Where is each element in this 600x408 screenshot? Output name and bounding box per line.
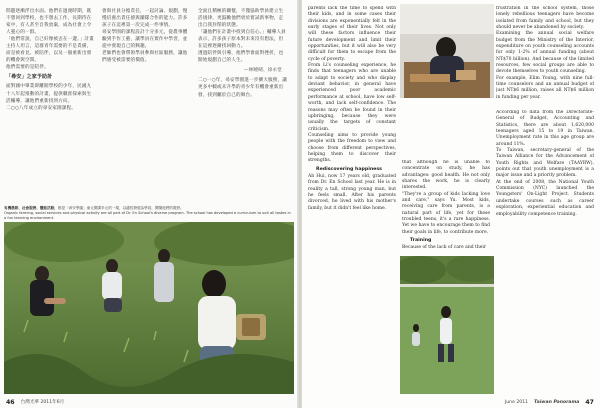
zh-paragraph: 二○○八年成立的尋安家園課程。 [6, 105, 76, 111]
zh-paragraph: 透過陪伴與引導，他們學會面對挫折，也開始規劃自己的人生。 [198, 51, 284, 64]
left-page [0, 0, 298, 408]
zh-byline: —林曉晴、徐永堂 [244, 68, 282, 74]
en-column-3-top [496, 6, 594, 108]
caption-label: 有機農耕、社會服務、體能活動， [4, 206, 58, 210]
zh-paragraph: 面對國中畢業即離開學校的少年，民國九十八年起推動的計畫，提供職涯探索與生活輔導，讓他們重新找到方向。 [6, 84, 92, 104]
right-page-footer [308, 396, 594, 408]
en-paragraph: parents lack the time to spend with their kids, and in some cases their divisions are exponentially felt in the early stages of their lives. Not only will these factors influence their future development and limit their opportunities, but it will also be very difficult for them to escape from the cycle of poverty. [308, 6, 396, 62]
zh-paragraph: 二○一○年，尋安學園進一步擴大服務，讓更多中輟或未升學的青少年有機會重新出發，找到屬於自己的舞台。 [198, 78, 287, 98]
page-meta: June 2011 [504, 399, 529, 405]
zh-column-2 [102, 8, 190, 202]
en-paragraph: From Li's counseling experience, he finds that teenagers who are unable to adapt to society and who display deviant behavior, in general have experienced poor academic performance at school, have low self-worth, and lack self-confidence. The reasons may often be found in their upbringing, because they were usually the targets of constant criticism. [308, 63, 396, 132]
en-paragraph: At the end of 2008, the National Youth Commission (NYC) launched the Youngsters' On-Light Project. Students undertake courses such as career exploration, experiential education and employability competence training. [496, 179, 594, 217]
en-section-heading: Training [410, 238, 432, 244]
zh-paragraph: 尋安學園的課程設計十分多元，從農事體驗到手作工藝，讓學員在實作中學習，並從中發現自己的興趣。 [102, 30, 188, 50]
en-column-3-bottom [496, 110, 594, 396]
en-column-1 [308, 6, 396, 396]
left-page-footer [6, 396, 292, 408]
zh-column-1 [6, 8, 94, 202]
zh-section-heading: 「尋安」之家予助計 [6, 74, 53, 81]
en-paragraph: Because of the lack of care and their [402, 245, 486, 250]
en-paragraph: To Taiwan, secretary-general of the Taiwan Alliance for the Advancement of Youth Rights and Welfare (TAAYRW), points out that youth unemployment is a major issue and a priority problem. [496, 148, 594, 179]
page-number: 47 [585, 398, 594, 406]
en-paragraph: "They're a group of kids lacking love and care," says Yu. Most kids, receiving care from parents, is a natural part of life, yet for these troubled teens, it's a rare happiness. Yet we have to encourage them to find their goals in life, to contribute more. [402, 191, 490, 235]
en-section-heading: Rediscovering happiness [316, 166, 382, 172]
zh-column-3 [198, 8, 288, 202]
zh-paragraph: 「讓他們在計畫中找到自信心。」輔導人員表示，許多孩子原本對未來沒有想法，但在這裡逐漸找回動力。 [198, 30, 286, 50]
en-paragraph: frustration in the school system, those lonely rebellious teenagers have become isolated from family and school, but they should never be abandoned by society. [496, 6, 594, 31]
caption-en: Organic farming, social services and physical activity are all part of Dr. En School's diverse program. The school has developed a curriculum to suit all tastes in a fun learning environment. [4, 210, 291, 220]
page-number: 46 [6, 398, 15, 406]
page-meta: 台灣光華 2011年6月 [20, 400, 65, 405]
en-paragraph: For example, Elim Young, with nine full-time counselors and an annual budget of just NT$6 million, raises all NT$6 million in funding per year. [496, 75, 594, 100]
photo-student-woodworking [400, 4, 494, 98]
en-column-2-bottom [402, 160, 490, 250]
zh-paragraph: 會與社員分擔責任，一起討論、規劃，慢慢培養出責任感與團隊合作的能力。許多孩子在這裡第一次完成一件事情。 [102, 9, 188, 29]
photo-teens-running [400, 256, 494, 394]
zh-paragraph: 問題逐漸浮出水面。他們在過渡時期，既不想回到學校，也不想去工作，長期待在家中，有人甚至自我放棄，成為社會上令人憂心的一群。 [6, 9, 92, 36]
zh-paragraph: 老師們也會帶領學員參與社區服務，讓他們感受被需要的價值。 [102, 51, 188, 64]
zh-paragraph: 他們需要的是陪伴。 [6, 65, 49, 71]
en-paragraph: Counseling aims to provide young people with the freedom to view and choose from different perspectives, helping them to discover their strengths. [308, 132, 396, 164]
en-paragraph: According to data from the Directorate-General of Budget, Accounting and Statistics, there are about 1,620,000 teenagers aged 15 to 19 in Taiwan. Unemployment rate in this age group are around 11%. [496, 110, 594, 147]
right-page [302, 0, 600, 408]
zh-paragraph: 「他們常說，自己好像被丟在一邊。」計畫主持人坦言，這群青年需要的不是責備，而是被看見、被陪伴，以及一個重新出發的機會與空間。 [6, 37, 94, 64]
en-paragraph: that although he is unable to concentrate on study, he has advantages: good health. He not only shares the work, he is clearly interested. [402, 160, 490, 191]
en-paragraph: Examining the annual social welfare budget from the Ministry of the Interior, expenditure on youth counseling accounts for only 1-2% of annual funding (about NT$70 billion). And because of the limited resources, few social groups are able to devote themselves to youth counseling. [496, 31, 594, 75]
en-paragraph: Ah Hui, now 17 years old, graduated from Dr. En School last year. He is in reality a tall, strong young man, but he feels small. After his parents divorced, he lived with his mother's family, but it didn't feel like home. [308, 173, 396, 211]
photo-caption [4, 206, 292, 221]
caption-zh: 都是「尋安學園」東元開課多元的一環，以適性發展為學員，開闊他們的視野。 [57, 206, 184, 210]
zh-paragraph: 全面且積極的關懷，不僅協助學員建立生活規律，更鼓勵他們勇於嘗試新事物，走出自我封閉的狀態。 [198, 9, 284, 29]
magazine-brand: Taiwan Panorama [534, 399, 580, 405]
photo-farming-group [4, 222, 294, 394]
